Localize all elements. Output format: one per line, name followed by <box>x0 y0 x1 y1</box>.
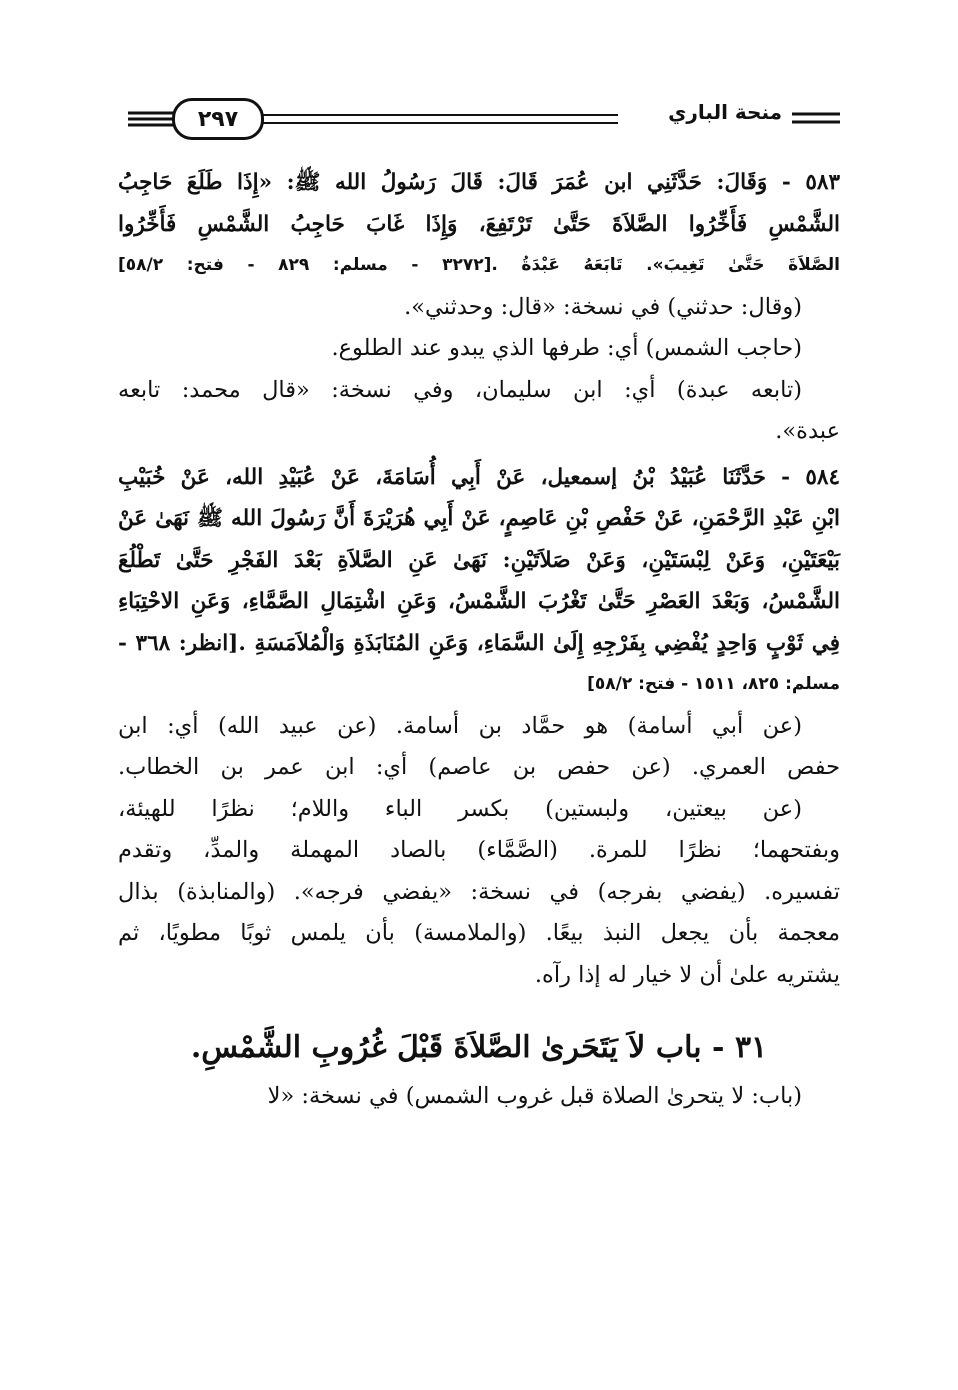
commentary-584-line-5: تفسيره. (يفضي بفرجه) في نسخة: «يفضي فرجه». (والمنابذة) بذال <box>118 878 840 905</box>
hadith-583-line-3: الصَّلاَةَ حَتَّىٰ تَغِيبَ». تَابَعَهُ عَبْدَةُ .[٣٢٧٢ - مسلم: ٨٢٩ - فتح: ٥٨/٢] <box>118 255 840 275</box>
hadith-584 <box>118 457 840 706</box>
commentary-583-line-4: عبدة». <box>775 418 840 444</box>
commentary-584-line-3: (عن بيعتين، ولبستين) بكسر الباء واللام؛ نظرًا للهيئة، <box>118 795 802 822</box>
hadith-584-line-5: فِي ثَوْبٍ وَاحِدٍ يُفْضِي بِفَرْجِهِ إِلَىٰ السَّمَاءِ، وَعَنِ المُنَابَذَةِ وَالْمُلاَمَسَةِ .[انظر: ٣٦٨ - <box>118 630 840 656</box>
commentary-584-line-1: (عن أبي أسامة) هو حمَّاد بن أسامة. (عن عبيد الله) أي: ابن <box>118 712 802 739</box>
page-body <box>118 162 840 1118</box>
commentary-584 <box>118 706 840 997</box>
page-header <box>0 0 958 150</box>
commentary-584-line-7: يشتريه علىٰ أن لا خيار له إذا رآه. <box>534 961 840 988</box>
commentary-583-line-3: (تابعه عبدة) أي: ابن سليمان، وفي نسخة: «قال محمد: تابعه <box>118 376 802 403</box>
header-rule-right <box>792 110 840 130</box>
commentary-584-line-4: وبفتحهما؛ نظرًا للمرة. (الصَّمَّاء) بالصاد المهملة والمدِّ، وتقدم <box>118 837 840 863</box>
hadith-584-line-1: ٥٨٤ - حَدَّثَنَا عُبَيْدُ بْنُ إسمعيل، عَنْ أَبِي أُسَامَةَ، عَنْ عُبَيْدِ الله، عَنْ خُبَيْبِ <box>118 464 840 490</box>
hadith-583-line-2: الشَّمْسِ فَأَخِّرُوا الصَّلاَةَ حَتَّىٰ تَرْتَفِعَ، وَإِذَا غَابَ حَاجِبُ الشَّمْسِ فَأَخِّرُوا <box>118 211 840 237</box>
hadith-584-line-4: الشَّمْسُ، وَبَعْدَ العَصْرِ حَتَّىٰ تَغْرُبَ الشَّمْسُ، وَعَنِ اشْتِمَالِ الصَّمَّاءِ، وَعَنِ الاحْتِبَاءِ <box>118 589 840 614</box>
commentary-583 <box>118 287 840 453</box>
hadith-584-line-2: ابْنِ عَبْدِ الرَّحْمَنِ، عَنْ حَفْصِ بْنِ عَاصِمٍ، عَنْ أَبِي هُرَيْرَةَ أَنَّ رَسُولَ الله ﷺ نَهَىٰ عَنْ <box>118 506 840 531</box>
hadith-584-line-6: مسلم: ٨٢٥، ١٥١١ - فتح: ٥٨/٢] <box>587 674 840 694</box>
commentary-584-line-6: معجمة بأن يجعل النبذ بيعًا. (والملامسة) بأن يلمس ثوبًا مطويًا، ثم <box>118 920 840 946</box>
section-31 <box>118 1020 840 1118</box>
section-heading: ٣١ - باب لاَ يَتَحَرىٰ الصَّلاَةَ قَبْلَ غُرُوبِ الشَّمْسِ. <box>190 1030 768 1065</box>
page-number: ٢٩٧ <box>172 98 264 140</box>
commentary-584-line-2: حفص العمري. (عن حفص بن عاصم) أي: ابن عمر بن الخطاب. <box>118 754 840 780</box>
commentary-583-line-1: (وقال: حدثني) في نسخة: «قال: وحدثني». <box>404 293 802 320</box>
hadith-584-line-3: بَيْعَتَيْنِ، وَعَنْ لِبْسَتَيْنِ، وَعَنْ صَلاَتَيْنِ: نَهَىٰ عَنِ الصَّلاَةِ بَعْدَ الفَجْرِ حَتَّىٰ تَطْلُعَ <box>118 547 840 573</box>
hadith-583 <box>118 162 840 287</box>
commentary-583-line-2: (حاجب الشمس) أي: طرفها الذي يبدو عند الطلوع. <box>331 335 802 361</box>
running-title: منحة الباري <box>668 100 782 124</box>
hadith-583-line-1: ٥٨٣ - وَقَالَ: حَدَّثَنِي ابن عُمَرَ قَالَ: قَالَ رَسُولُ الله ﷺ: «إِذَا طَلَعَ حَاجِبُ <box>118 170 840 195</box>
section-31-line-1: (باب: لا يتحرىٰ الصلاة قبل غروب الشمس) في نسخة: «لا <box>267 1083 802 1109</box>
